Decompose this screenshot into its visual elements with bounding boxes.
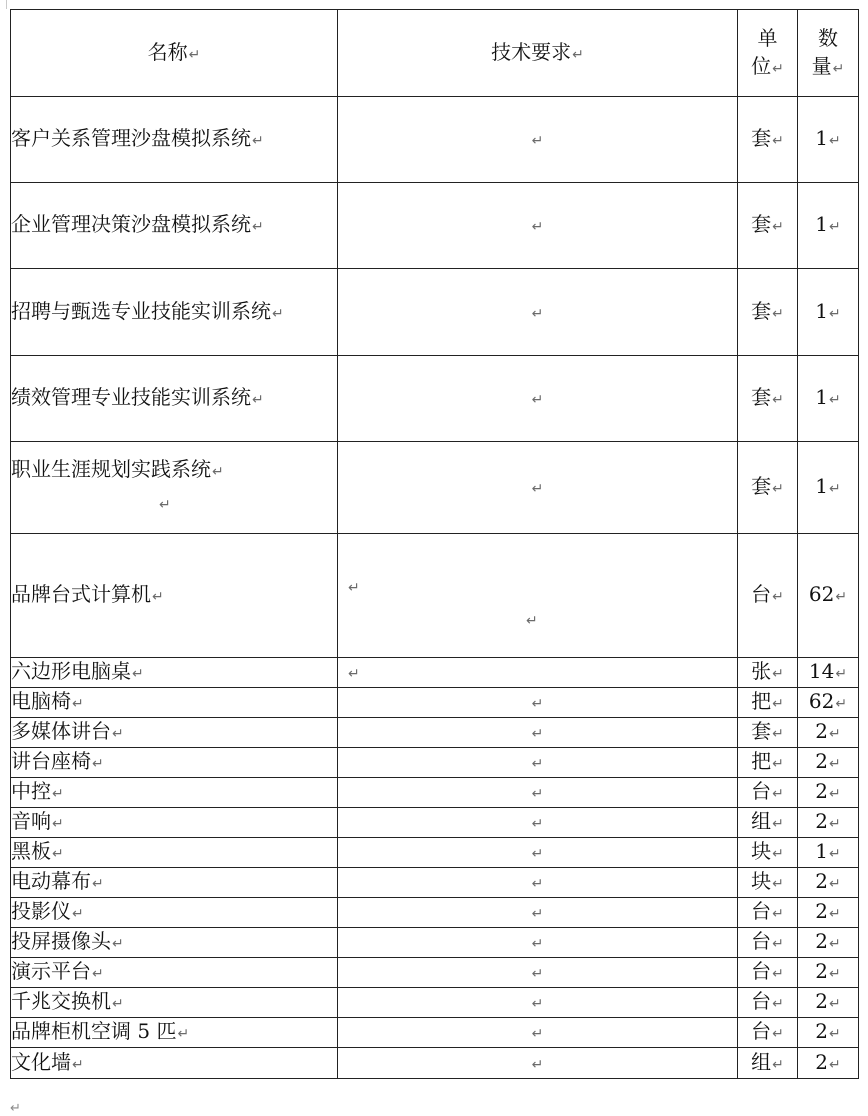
item-tech: ↵ bbox=[338, 1018, 738, 1048]
item-unit: 把↵ bbox=[738, 748, 798, 778]
item-name: 投屏摄像头↵ bbox=[11, 928, 338, 958]
item-unit: 台↵ bbox=[738, 1018, 798, 1048]
item-name: 电动幕布↵ bbox=[11, 868, 338, 898]
table-row bbox=[11, 534, 859, 658]
table-row bbox=[11, 1048, 859, 1079]
item-name: 客户关系管理沙盘模拟系统↵ bbox=[11, 97, 338, 183]
item-unit: 台↵ bbox=[738, 958, 798, 988]
item-tech: ↵ bbox=[338, 718, 738, 748]
item-name: 品牌柜机空调 5 匹↵ bbox=[11, 1018, 338, 1048]
table-row bbox=[11, 269, 859, 356]
item-qty: 1↵ bbox=[798, 838, 859, 868]
item-unit: 套↵ bbox=[738, 97, 798, 183]
item-tech: ↵ bbox=[338, 808, 738, 838]
table-row bbox=[11, 356, 859, 442]
item-qty: 1↵ bbox=[798, 269, 859, 356]
table-row bbox=[11, 688, 859, 718]
item-unit: 套↵ bbox=[738, 442, 798, 534]
item-qty: 2↵ bbox=[798, 898, 859, 928]
table-row bbox=[11, 958, 859, 988]
item-qty: 2↵ bbox=[798, 988, 859, 1018]
item-name: 讲台座椅↵ bbox=[11, 748, 338, 778]
table-row bbox=[11, 988, 859, 1018]
header-tech: 技术要求↵ bbox=[338, 10, 738, 97]
item-unit: 台↵ bbox=[738, 898, 798, 928]
item-name: 文化墙↵ bbox=[11, 1048, 338, 1079]
item-tech: ↵ bbox=[338, 748, 738, 778]
header-row bbox=[11, 10, 859, 97]
item-qty: 1↵ bbox=[798, 356, 859, 442]
item-qty: 14↵ bbox=[798, 658, 859, 688]
item-name: 职业生涯规划实践系统↵ ↵ bbox=[11, 442, 338, 534]
item-unit: 组↵ bbox=[738, 808, 798, 838]
item-unit: 套↵ bbox=[738, 718, 798, 748]
item-tech: ↵ bbox=[338, 356, 738, 442]
item-qty: 2↵ bbox=[798, 868, 859, 898]
item-unit: 套↵ bbox=[738, 356, 798, 442]
item-unit: 台↵ bbox=[738, 928, 798, 958]
table-row bbox=[11, 718, 859, 748]
item-tech: ↵ bbox=[338, 658, 738, 688]
table-row bbox=[11, 748, 859, 778]
item-qty: 2↵ bbox=[798, 1048, 859, 1079]
item-tech: ↵ bbox=[338, 442, 738, 534]
item-tech: ↵ bbox=[338, 269, 738, 356]
item-unit: 把↵ bbox=[738, 688, 798, 718]
item-unit: 组↵ bbox=[738, 1048, 798, 1079]
table-row bbox=[11, 868, 859, 898]
item-name: 中控↵ bbox=[11, 778, 338, 808]
item-tech: ↵ bbox=[338, 928, 738, 958]
item-tech: ↵ bbox=[338, 898, 738, 928]
equipment-table bbox=[10, 9, 859, 1079]
table-row bbox=[11, 183, 859, 269]
item-tech: ↵ bbox=[338, 868, 738, 898]
table-row bbox=[11, 97, 859, 183]
item-unit: 块↵ bbox=[738, 868, 798, 898]
item-name: 招聘与甄选专业技能实训系统↵ bbox=[11, 269, 338, 356]
page-top-border bbox=[6, 0, 868, 9]
table-row bbox=[11, 838, 859, 868]
item-unit: 块↵ bbox=[738, 838, 798, 868]
item-tech: ↵ bbox=[338, 97, 738, 183]
item-tech: ↵ bbox=[338, 958, 738, 988]
table-row bbox=[11, 778, 859, 808]
item-qty: 62↵ bbox=[798, 688, 859, 718]
item-tech: ↵ bbox=[338, 838, 738, 868]
table-row bbox=[11, 1018, 859, 1048]
item-tech: ↵ bbox=[338, 988, 738, 1018]
item-unit: 张↵ bbox=[738, 658, 798, 688]
item-qty: 2↵ bbox=[798, 808, 859, 838]
table-row bbox=[11, 658, 859, 688]
item-tech: ↵ bbox=[338, 688, 738, 718]
item-qty: 2↵ bbox=[798, 928, 859, 958]
item-unit: 台↵ bbox=[738, 988, 798, 1018]
header-qty: 数 量↵ bbox=[798, 10, 859, 97]
item-name: 演示平台↵ bbox=[11, 958, 338, 988]
item-unit: 台↵ bbox=[738, 778, 798, 808]
item-unit: 套↵ bbox=[738, 183, 798, 269]
item-name: 绩效管理专业技能实训系统↵ bbox=[11, 356, 338, 442]
item-name: 品牌台式计算机↵ bbox=[11, 534, 338, 658]
table-row bbox=[11, 898, 859, 928]
item-name: 千兆交换机↵ bbox=[11, 988, 338, 1018]
table-row bbox=[11, 808, 859, 838]
item-name: 多媒体讲台↵ bbox=[11, 718, 338, 748]
table-row bbox=[11, 442, 859, 534]
item-name: 企业管理决策沙盘模拟系统↵ bbox=[11, 183, 338, 269]
item-qty: 1↵ bbox=[798, 442, 859, 534]
item-tech: ↵ bbox=[338, 183, 738, 269]
item-qty: 2↵ bbox=[798, 718, 859, 748]
item-qty: 1↵ bbox=[798, 183, 859, 269]
item-name: 投影仪↵ bbox=[11, 898, 338, 928]
item-qty: 2↵ bbox=[798, 748, 859, 778]
paragraph-mark: ↵ bbox=[10, 1101, 21, 1116]
item-tech: ↵ bbox=[338, 778, 738, 808]
item-qty: 2↵ bbox=[798, 778, 859, 808]
item-name: 电脑椅↵ bbox=[11, 688, 338, 718]
item-unit: 套↵ bbox=[738, 269, 798, 356]
item-unit: 台↵ bbox=[738, 534, 798, 658]
item-name: 六边形电脑桌↵ bbox=[11, 658, 338, 688]
header-name: 名称↵ bbox=[11, 10, 338, 97]
item-name: 音响↵ bbox=[11, 808, 338, 838]
item-qty: 2↵ bbox=[798, 958, 859, 988]
item-tech: ↵ bbox=[338, 1048, 738, 1079]
header-unit: 单 位↵ bbox=[738, 10, 798, 97]
item-qty: 1↵ bbox=[798, 97, 859, 183]
item-tech: ↵ ↵ bbox=[338, 534, 738, 658]
table-row bbox=[11, 928, 859, 958]
item-qty: 2↵ bbox=[798, 1018, 859, 1048]
item-qty: 62↵ bbox=[798, 534, 859, 658]
item-name: 黑板↵ bbox=[11, 838, 338, 868]
